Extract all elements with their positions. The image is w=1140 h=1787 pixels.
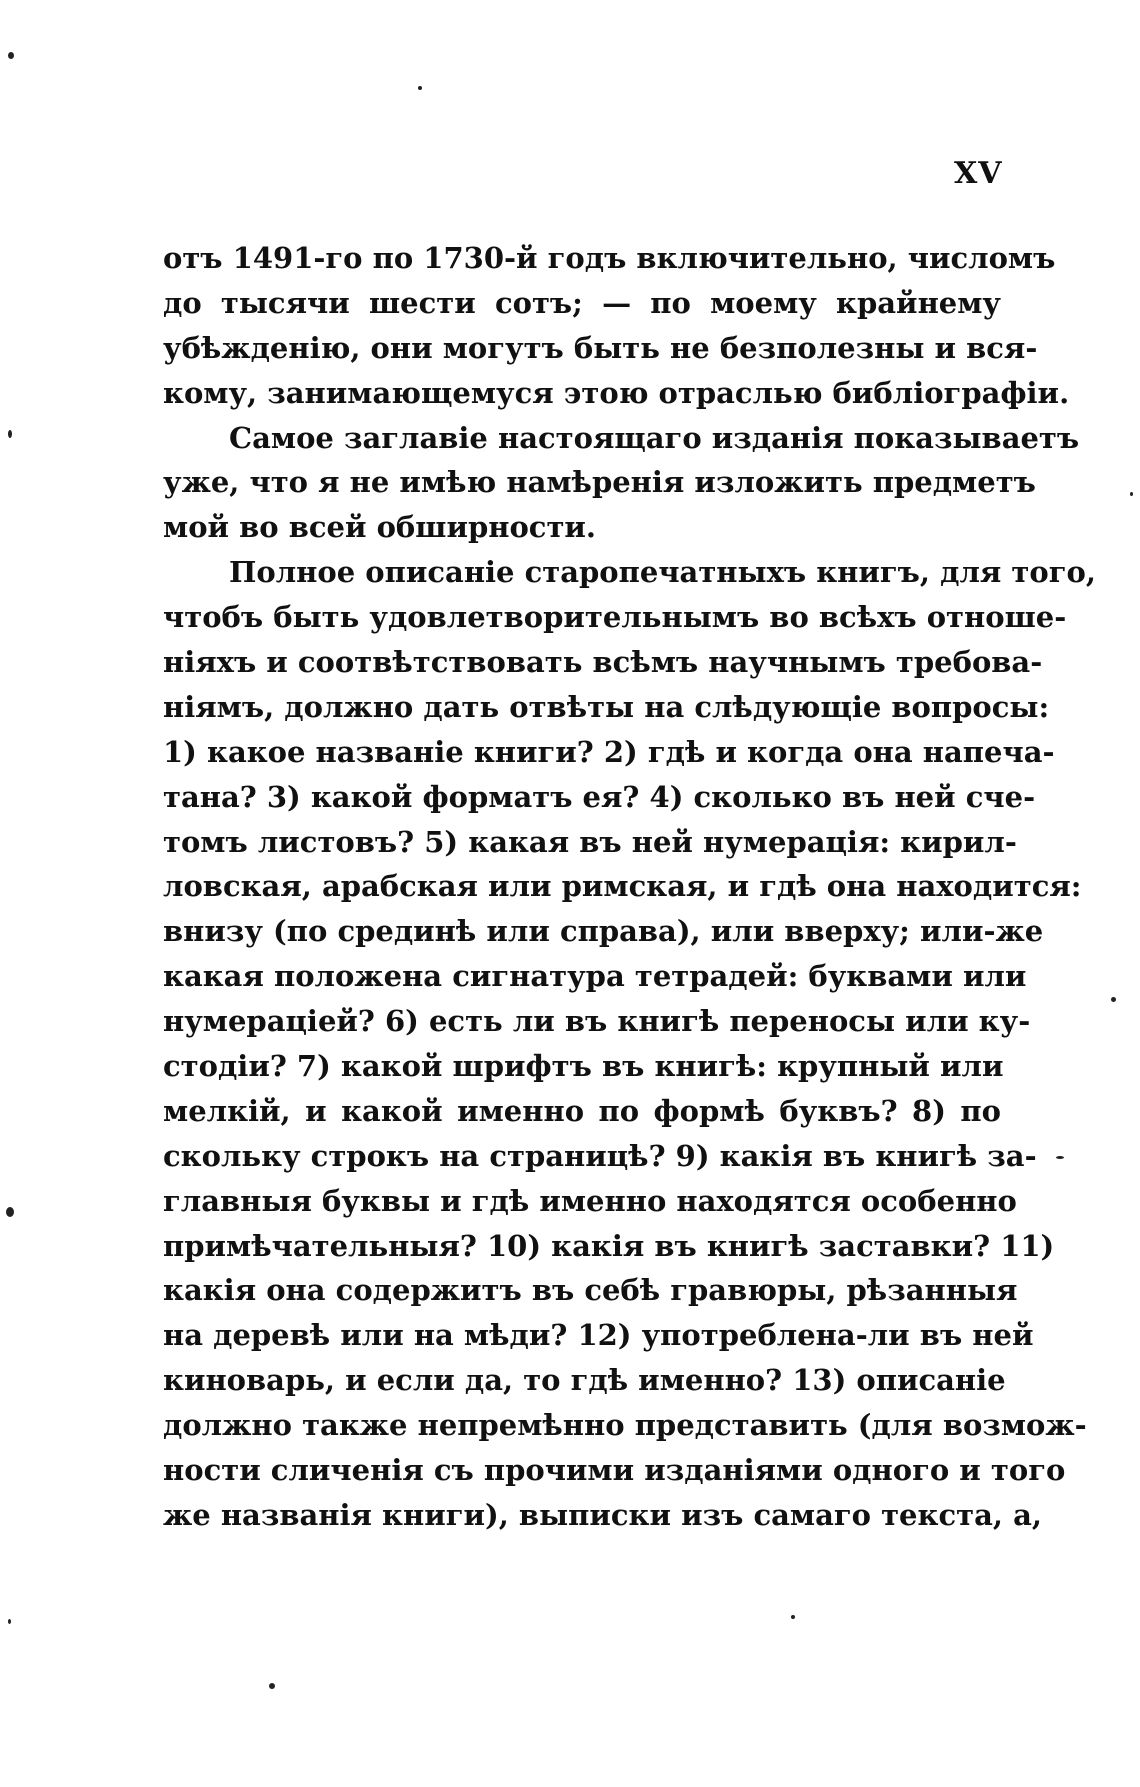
text-line: уже, что я не имѣю намѣренія изложить предметъ [163, 465, 1036, 500]
scan-speck [418, 86, 422, 90]
text-line: Самое заглавіе настоящаго изданія показываетъ [229, 420, 1080, 455]
scan-speck [8, 52, 14, 59]
text-line: убѣжденію, они могутъ быть не безполезны и вся- [163, 330, 1038, 365]
text-line: мой во всей обширности. [163, 510, 597, 545]
text-line: нумераціей? 6) есть ли въ книгѣ переносы или ку- [163, 1004, 1031, 1039]
text-line: примѣчательныя? 10) какія въ книгѣ заставки? 11) [163, 1228, 1055, 1263]
text-line: отъ 1491-го по 1730-й годъ включительно, числомъ [163, 241, 1056, 275]
text-line: же названія книги), выписки изъ самаго текста, а, [163, 1497, 1042, 1532]
paragraph-3 [163, 550, 1096, 1538]
text-line: тана? 3) какой форматъ ея? 4) сколько въ ней сче- [163, 779, 1036, 814]
text-line: должно также непремѣнно представить (для возмож- [163, 1408, 1087, 1443]
text-line: скольку строкъ на страницѣ? 9) какія въ книгѣ за- [163, 1138, 1037, 1173]
text-line: какая положена сигнатура тетрадей: буквами или [163, 959, 1027, 994]
paragraph-2 [163, 416, 1080, 551]
text-line: ніямъ, должно дать отвѣты на слѣдующіе вопросы: [163, 689, 1050, 724]
text-line: ловская, арабская или римская, и гдѣ она находится: [163, 869, 1082, 904]
scan-speck [1056, 1156, 1064, 1159]
scan-speck [8, 430, 12, 438]
text-line: киноварь, и если да, то гдѣ именно? 13) описаніе [163, 1363, 1006, 1398]
text-line: томъ листовъ? 5) какая въ ней нумерація: кирил- [163, 824, 1017, 859]
scan-speck [1130, 492, 1133, 496]
text-line: какія она содержитъ въ себѣ гравюры, рѣзанныя [163, 1273, 1018, 1308]
text-line: чтобъ быть удовлетворительнымъ во всѣхъ отноше- [163, 600, 1067, 635]
text-line: до тысячи шести сотъ; — по моему крайнему [163, 285, 1001, 320]
text-line: главныя буквы и гдѣ именно находятся особенно [163, 1183, 1017, 1218]
scan-speck [8, 1619, 11, 1624]
page-number: XV [954, 156, 1003, 191]
text-line: кому, занимающемуся этою отраслью библіографіи. [163, 375, 1070, 410]
scan-speck [269, 1683, 275, 1689]
text-line: стодіи? 7) какой шрифтъ въ книгѣ: крупный или [163, 1049, 1004, 1084]
text-line: ности сличенія съ прочими изданіями одного и того [163, 1453, 1066, 1488]
paragraph-1 [163, 236, 1070, 416]
text-line: внизу (по срединѣ или справа), или вверху; или-же [163, 914, 1044, 949]
scan-speck [6, 1207, 14, 1217]
scan-speck [1111, 997, 1116, 1002]
text-line: мелкій, и какой именно по формѣ буквъ? 8) по [163, 1093, 1001, 1128]
body-text [163, 236, 1096, 1538]
text-line: 1) какое названіе книги? 2) гдѣ и когда она напеча- [163, 734, 1055, 769]
text-line: на деревѣ или на мѣди? 12) употреблена-ли въ ней [163, 1318, 1034, 1353]
text-line: ніяхъ и соотвѣтствовать всѣмъ научнымъ требова- [163, 645, 1043, 680]
text-line: Полное описаніе старопечатныхъ книгъ, для того, [229, 555, 1096, 590]
scan-speck [791, 1615, 795, 1619]
